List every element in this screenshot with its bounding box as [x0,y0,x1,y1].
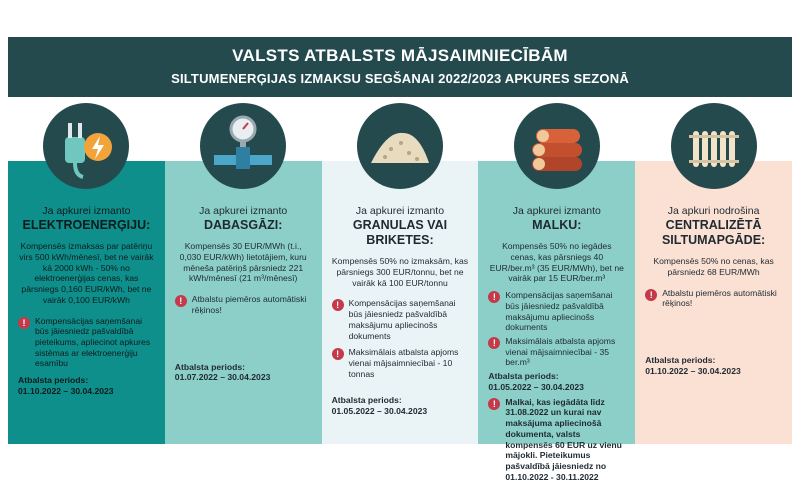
header-banner [8,37,792,97]
electric-plug-icon [43,103,129,189]
column-firewood [478,161,635,482]
note-item-bold [488,397,625,483]
note-item [18,316,155,370]
note-text: Maksimālais atbalsta apjoms vienai mājsaimniecībai - 10 tonnas [348,347,459,379]
pellets-pile-icon [357,103,443,189]
heading: ELEKTROENERĢIJU: [22,218,151,233]
note-text: Kompensācijas saņemšanai būs jāiesniedz pašvaldībā maksājumu apliecinošs dokuments [348,298,456,341]
period-value: 01.10.2022 – 30.04.2023 [645,365,741,376]
heading: MALKU: [532,218,582,233]
column-pellets [322,161,479,444]
period-label: Atbalsta periods: [645,355,716,366]
column-district-heating [635,161,792,444]
description: Kompensēs 50% no iegādes cenas, kas pārsniegs 40 EUR/ber.m³ (35 EUR/MWh), bet ne vairāk par 15 EUR/ber.m³ [489,241,624,284]
note-item [332,298,469,341]
period-label: Atbalsta periods: [174,361,245,372]
exclamation-icon: ! [645,289,657,301]
description: Kompensēs 50% no cenas, kas pārsniedz 68 EUR/MWh [653,256,774,277]
banner-subtitle: SILTUMENERĢIJAS IZMAKSU SEGŠANAI 2022/2023 APKURES SEZONĀ [171,71,629,86]
radiator-icon [671,103,757,189]
description: Kompensēs 50% no izmaksām, kas pārsniegs 300 EUR/tonnu, bet ne vairāk kā 100 EUR/tonnu [331,256,469,288]
banner-title: VALSTS ATBALSTS MĀJSAIMNIECĪBĀM [232,46,568,65]
note-item [488,336,625,368]
description: Kompensēs 30 EUR/MWh (t.i., 0,030 EUR/kWh) lietotājiem, kuru mēneša patēriņš pārsniedz 221 kWh/mēnesī (21 m³/mēnesī) [179,241,307,284]
note-item [645,288,782,309]
exclamation-icon: ! [18,317,30,329]
firewood-logs-icon [514,103,600,189]
period-label: Atbalsta periods: [488,371,559,382]
heading: CENTRALIZĒTĀ SILTUMAPGĀDE: [661,218,766,248]
period-label: Atbalsta periods: [331,395,402,406]
heading: GRANULAS VAI BRIKETES: [352,218,448,248]
period-value: 01.10.2022 – 30.04.2023 [18,385,114,396]
period-value: 01.05.2022 – 30.04.2023 [488,381,584,392]
note-item [488,290,625,333]
description: Kompensēs izmaksas par patēriņu virs 500 kWh/mēnesī, bet ne vairāk kā 2000 kWh - 50% no elektroenerģijas cenas, kas pārsniegs 0,160 EUR/kWh, bet ne vairāk 0,100 EUR/kWh [19,241,154,305]
intro-text: Ja apkuri nodrošina [667,205,760,217]
period-label: Atbalsta periods: [18,375,89,386]
intro-text: Ja apkurei izmanto [512,205,601,217]
exclamation-icon: ! [175,295,187,307]
note-text: Kompensācijas saņemšanai būs jāiesniedz pašvaldībā maksājumu apliecinošs dokuments [505,290,613,333]
support-columns [8,161,792,482]
note-item [175,294,312,315]
intro-text: Ja apkurei izmanto [355,205,445,217]
period-value: 01.05.2022 – 30.04.2023 [331,406,428,417]
exclamation-icon: ! [488,398,500,410]
note-text: Atbalstu piemēros automātiski rēķinos! [191,294,307,315]
heading: DABASGĀZI: [203,218,283,233]
note-text: Malkai, kas iegādāta līdz 31.08.2022 un kurai nav maksājuma apliecinošā dokumenta, valsts kompensēs 60 EUR uz vienu mājokli. Pieteikumus pašvaldībā jāiesniedz no 01.10.2022 - 30.11.2022 [505,396,622,482]
exclamation-icon: ! [488,337,500,349]
note-text: Kompensācijas saņemšanai būs jāiesniedz pašvaldībā pieteikums, apliecinot apkures sistēmas ar elektroenerģiju esamību [35,315,151,369]
exclamation-icon: ! [332,348,344,360]
exclamation-icon: ! [332,299,344,311]
intro-text: Ja apkurei izmanto [199,205,288,217]
column-gas [165,161,322,444]
exclamation-icon: ! [488,291,500,303]
note-text: Atbalstu piemēros automātiski rēķinos! [662,287,777,309]
note-text: Maksimālais atbalsta apjoms vienai mājsaimniecībai - 35 ber.m³ [505,336,616,368]
gas-pipe-gauge-icon [200,103,286,189]
period-value: 01.07.2022 – 30.04.2023 [174,372,271,383]
column-electricity [8,161,165,444]
note-item [332,347,469,379]
intro-text: Ja apkurei izmanto [42,205,131,217]
